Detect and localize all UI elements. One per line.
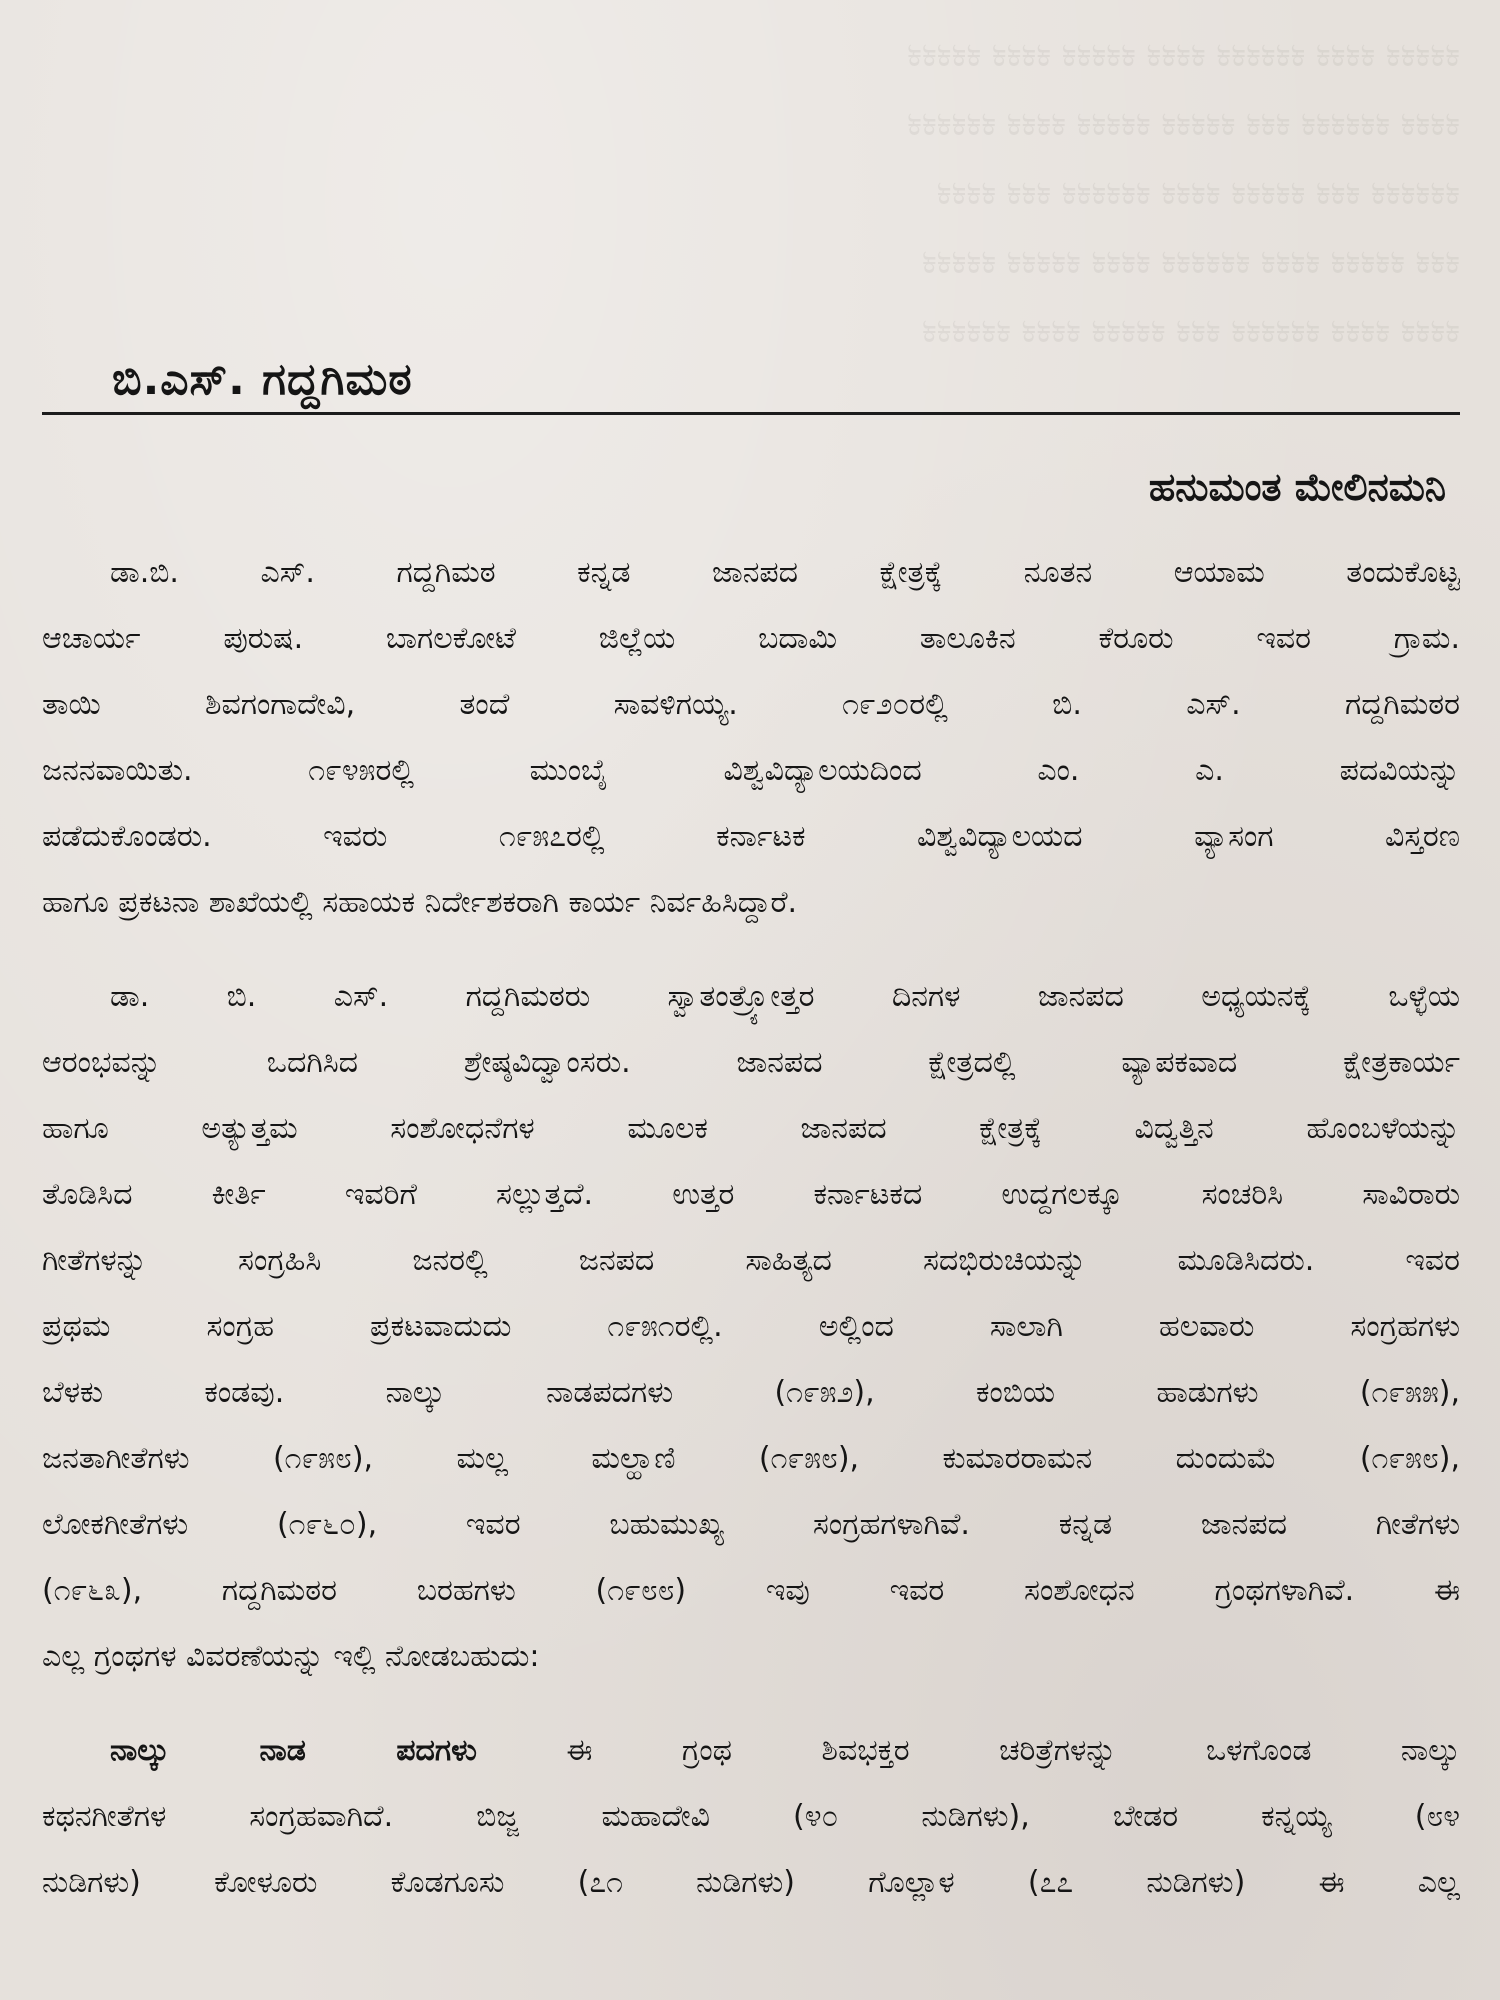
author-name: ಹನುಮಂತ ಮೇಲಿನಮನಿ	[1148, 465, 1446, 509]
text-line: ತೊಡಿಸಿದ ಕೀರ್ತಿ ಇವರಿಗೆ ಸಲ್ಲುತ್ತದೆ. ಉತ್ತರ ಕರ್ನಾಟಕದ ಉದ್ದಗಲಕ್ಕೂ ಸಂಚರಿಸಿ ಸಾವಿರಾರು	[42, 1177, 1460, 1212]
article-body	[42, 540, 1460, 1944]
text-line: ಪ್ರಥಮ ಸಂಗ್ರಹ ಪ್ರಕಟವಾದುದು ೧೯೫೧ರಲ್ಲಿ. ಅಲ್ಲಿಂದ ಸಾಲಾಗಿ ಹಲವಾರು ಸಂಗ್ರಹಗಳು	[42, 1309, 1460, 1344]
text-line: ಬೆಳಕು ಕಂಡವು. ನಾಲ್ಕು ನಾಡಪದಗಳು (೧೯೫೨), ಕಂಬಿಯ ಹಾಡುಗಳು (೧೯೫೫),	[42, 1375, 1460, 1410]
text-line	[42, 1718, 1460, 1784]
heading-rule	[42, 412, 1460, 415]
text-line: ಲೋಕಗೀತೆಗಳು (೧೯೬೦), ಇವರ ಬಹುಮುಖ್ಯ ಸಂಗ್ರಹಗಳಾಗಿವೆ. ಕನ್ನಡ ಜಾನಪದ ಗೀತೆಗಳು	[42, 1507, 1460, 1542]
text-line: (೧೯೬೩), ಗದ್ದಗಿಮಠರ ಬರಹಗಳು (೧೯೮೮) ಇವು ಇವರ ಸಂಶೋಧನ ಗ್ರಂಥಗಳಾಗಿವೆ. ಈ	[42, 1573, 1460, 1608]
paragraph-3	[42, 1718, 1460, 1916]
text-line: ಡಾ. ಬಿ. ಎಸ್. ಗದ್ದಗಿಮಠರು ಸ್ವಾತಂತ್ರ್ಯೋತ್ತರ ದಿನಗಳ ಜಾನಪದ ಅಧ್ಯಯನಕ್ಕೆ ಒಳ್ಳೆಯ	[110, 979, 1460, 1014]
text-run: ಈ ಗ್ರಂಥ ಶಿವಭಕ್ತರ ಚರಿತ್ರೆಗಳನ್ನು ಒಳಗೊಂಡ ನಾಲ್ಕು	[476, 1733, 1460, 1768]
bold-lead: ನಾಲ್ಕು ನಾಡ ಪದಗಳು	[110, 1733, 477, 1768]
article-heading: ಬಿ.ಎಸ್. ಗದ್ದಗಿಮಠ	[112, 354, 413, 405]
text-line: ಆರಂಭವನ್ನು ಒದಗಿಸಿದ ಶ್ರೇಷ್ಠವಿದ್ವಾಂಸರು. ಜಾನಪದ ಕ್ಷೇತ್ರದಲ್ಲಿ ವ್ಯಾಪಕವಾದ ಕ್ಷೇತ್ರಕಾರ್ಯ	[42, 1045, 1460, 1080]
text-line: ಎಲ್ಲ ಗ್ರಂಥಗಳ ವಿವರಣೆಯನ್ನು ಇಲ್ಲಿ ನೋಡಬಹುದು:	[42, 1639, 540, 1674]
text-line: ನುಡಿಗಳು) ಕೋಳೂರು ಕೊಡಗೂಸು (೭೧ ನುಡಿಗಳು) ಗೊಲ್ಲಾಳ (೭೭ ನುಡಿಗಳು) ಈ ಎಲ್ಲ	[42, 1865, 1460, 1900]
text-line: ಪಡೆದುಕೊಂಡರು. ಇವರು ೧೯೫೭ರಲ್ಲಿ ಕರ್ನಾಟಕ ವಿಶ್ವವಿದ್ಯಾಲಯದ ವ್ಯಾಸಂಗ ವಿಸ್ತರಣ	[42, 819, 1460, 854]
text-line: ಜನತಾಗೀತೆಗಳು (೧೯೫೮), ಮಲ್ಲ ಮಲ್ಹಾಣಿ (೧೯೫೮), ಕುಮಾರರಾಮನ ದುಂದುಮೆ (೧೯೫೮),	[42, 1441, 1460, 1476]
text-line: ಡಾ.ಬಿ. ಎಸ್. ಗದ್ದಗಿಮಠ ಕನ್ನಡ ಜಾನಪದ ಕ್ಷೇತ್ರಕ್ಕೆ ನೂತನ ಆಯಾಮ ತಂದುಕೊಟ್ಟ	[110, 555, 1460, 590]
show-through-texture: ಕಕಕಕಕ ಕಕಕಕ ಕಕಕಕಕಕ ಕಕಕಕ ಕಕಕಕಕ ಕಕಕಕ ಕಕಕಕಕ ಕಕಕಕ ಕಕಕಕಕಕ ಕಕಕ ಕಕಕಕಕ ಕಕಕಕಕ ಕಕಕಕ ಕಕಕಕಕಕ ಕಕಕಕಕಕ ಕಕಕ ಕಕಕಕಕ ಕಕಕಕ ಕಕಕಕಕಕ ಕಕಕ ಕಕಕಕ ಕಕಕ ಕಕಕಕಕ ಕಕಕಕ ಕಕಕಕಕಕ ಕಕಕಕ ಕಕಕಕಕ ಕಕಕಕಕ ಕಕಕಕ ಕಕಕಕ ಕಕಕಕಕಕ ಕಕಕ ಕಕಕಕಕ ಕಕಕಕ ಕಕಕಕಕಕ	[907, 35, 1460, 350]
text-line: ಗೀತೆಗಳನ್ನು ಸಂಗ್ರಹಿಸಿ ಜನರಲ್ಲಿ ಜನಪದ ಸಾಹಿತ್ಯದ ಸದಭಿರುಚಿಯನ್ನು ಮೂಡಿಸಿದರು. ಇವರ	[42, 1243, 1460, 1278]
text-line: ಹಾಗೂ ಪ್ರಕಟನಾ ಶಾಖೆಯಲ್ಲಿ ಸಹಾಯಕ ನಿರ್ದೇಶಕರಾಗಿ ಕಾರ್ಯ ನಿರ್ವಹಿಸಿದ್ದಾರೆ.	[42, 885, 798, 920]
text-line: ಹಾಗೂ ಅತ್ಯುತ್ತಮ ಸಂಶೋಧನೆಗಳ ಮೂಲಕ ಜಾನಪದ ಕ್ಷೇತ್ರಕ್ಕೆ ವಿದ್ವತ್ತಿನ ಹೊಂಬಳೆಯನ್ನು	[42, 1111, 1460, 1146]
paragraph-2	[42, 964, 1460, 1690]
text-line: ಆಚಾರ್ಯ ಪುರುಷ. ಬಾಗಲಕೋಟೆ ಜಿಲ್ಲೆಯ ಬದಾಮಿ ತಾಲೂಕಿನ ಕೆರೂರು ಇವರ ಗ್ರಾಮ.	[42, 621, 1460, 656]
text-line: ಕಥನಗೀತೆಗಳ ಸಂಗ್ರಹವಾಗಿದೆ. ಬಿಜ್ಜ ಮಹಾದೇವಿ (೪೦ ನುಡಿಗಳು), ಬೇಡರ ಕನ್ನಯ್ಯ (೮೪	[42, 1799, 1460, 1834]
text-line: ತಾಯಿ ಶಿವಗಂಗಾದೇವಿ, ತಂದೆ ಸಾವಳಿಗಯ್ಯ. ೧೯೨೦ರಲ್ಲಿ ಬಿ. ಎಸ್. ಗದ್ದಗಿಮಠರ	[42, 687, 1460, 722]
text-line: ಜನನವಾಯಿತು. ೧೯೪೫ರಲ್ಲಿ ಮುಂಬೈ ವಿಶ್ವವಿದ್ಯಾಲಯದಿಂದ ಎಂ. ಎ. ಪದವಿಯನ್ನು	[42, 753, 1460, 788]
paragraph-1	[42, 540, 1460, 936]
